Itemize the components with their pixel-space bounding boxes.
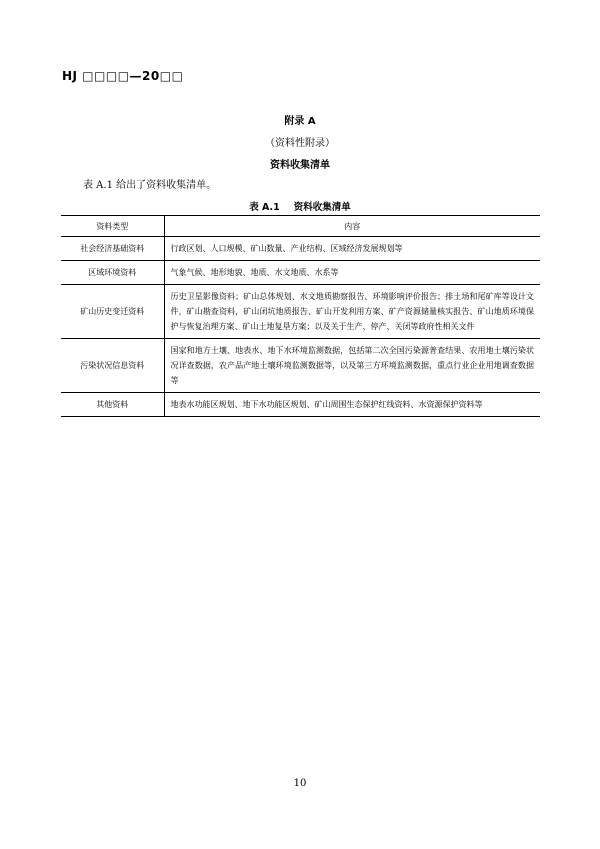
table-row xyxy=(61,261,540,285)
table-caption-number: 表 A.1 xyxy=(249,202,280,213)
row-content: 行政区划、人口规模、矿山数量、产业结构、区域经济发展规划等 xyxy=(164,237,540,261)
column-header-content: 内容 xyxy=(164,216,540,237)
appendix-label: 附录 A xyxy=(284,116,316,127)
column-header-type: 资料类型 xyxy=(61,216,164,237)
row-content: 历史卫星影像资料；矿山总体规划、水文地质勘察报告、环境影响评价报告；排土场和尾矿库等设计文件，矿山勘查资料，矿山闭坑地质报告、矿山开发利用方案、矿产资源储量核实报告、矿山地质环境保护与恢复治理方案、矿山土地复垦方案；以及关于生产、停产、关闭等政府性相关文件 xyxy=(164,285,540,339)
table-caption-title: 资料收集清单 xyxy=(293,202,351,213)
row-category: 污染状况信息资料 xyxy=(61,339,164,393)
table-row xyxy=(61,393,540,417)
table-caption xyxy=(0,199,600,213)
intro-paragraph: 表 A.1 给出了资料收集清单。 xyxy=(83,180,217,191)
row-category: 区域环境资料 xyxy=(61,261,164,285)
table-row xyxy=(61,285,540,339)
data-collection-table xyxy=(61,215,540,417)
table-row xyxy=(61,339,540,393)
row-content: 气象气候、地形地貌、地质、水文地质、水系等 xyxy=(164,261,540,285)
table-header-row xyxy=(61,216,540,237)
table-row xyxy=(61,237,540,261)
appendix-type: （资料性附录） xyxy=(265,138,335,149)
row-category: 矿山历史变迁资料 xyxy=(61,285,164,339)
row-category: 社会经济基础资料 xyxy=(61,237,164,261)
row-content: 国家和地方土壤、地表水、地下水环境监测数据，包括第二次全国污染源普查结果、农用地土壤污染状况详查数据，农产品产地土壤环境监测数据等，以及第三方环境监测数据，重点行业企业用地调查数据等 xyxy=(164,339,540,393)
appendix-title: 资料收集清单 xyxy=(270,160,330,171)
page-number: 10 xyxy=(293,778,307,789)
row-content: 地表水功能区规划、地下水功能区规划、矿山周围生态保护红线资料、水资源保护资料等 xyxy=(164,393,540,417)
document-code: HJ □□□□—20□□ xyxy=(62,69,184,83)
row-category: 其他资料 xyxy=(61,393,164,417)
